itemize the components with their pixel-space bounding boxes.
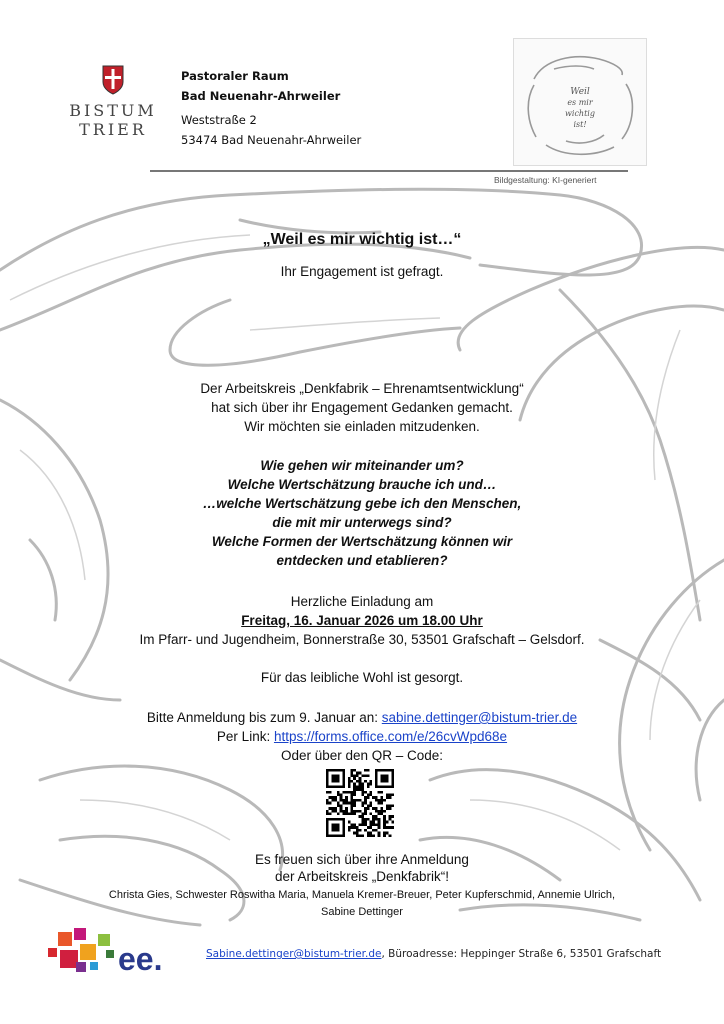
image-credit: Bildgestaltung: KI-generiert (494, 175, 597, 185)
logo-square (74, 928, 86, 940)
register-prefix: Bitte Anmeldung bis zum 9. Januar an: (146, 710, 382, 725)
qr-caption: Oder über den QR – Code: (280, 748, 444, 763)
footer-contact (206, 948, 661, 960)
names-line-2: Sabine Dettinger (321, 906, 403, 918)
city: 53474 Bad Neuenahr-Ahrweiler (181, 133, 362, 147)
food-note: Für das leibliche Wohl ist gesorgt. (260, 670, 464, 685)
header-hands-image (513, 38, 647, 166)
address-block (181, 66, 361, 150)
street: Weststraße 2 (181, 113, 257, 127)
page-title: „Weil es mir wichtig ist…“ (262, 231, 462, 248)
register-email-link[interactable]: sabine.dettinger@bistum-trier.de (381, 710, 578, 725)
org-line-1: Pastoraler Raum (181, 69, 289, 83)
register-link-line (0, 727, 724, 746)
questions-block (0, 456, 724, 570)
logo-square (60, 950, 78, 968)
logo-square (80, 944, 96, 960)
forms-link[interactable]: https://forms.office.com/e/26cvWpd68e (273, 729, 508, 744)
question-line: Wie gehen wir miteinander um? (260, 458, 464, 473)
thumb-text-1: Weil (570, 87, 590, 97)
organizers-names (0, 887, 724, 921)
header-divider (150, 170, 628, 172)
thumb-text-2: es mir (567, 98, 593, 107)
thumb-text-3: wichtig (565, 109, 595, 118)
logo-square (58, 932, 72, 946)
logo-square (90, 962, 98, 970)
logo-square (48, 948, 57, 957)
question-line: Welche Formen der Wertschätzung können wir (211, 534, 513, 549)
intro-paragraph (0, 379, 724, 436)
thumb-text-4: ist! (573, 120, 587, 129)
intro-line: Wir möchten sie einladen mitzudenken. (244, 419, 480, 434)
registration-block (0, 708, 724, 765)
footer-email-link[interactable]: Sabine.dettinger@bistum-trier.de (206, 948, 382, 960)
footer-address: , Büroadresse: Heppinger Straße 6, 53501 Grafschaft (381, 948, 662, 960)
question-line: Welche Wertschätzung brauche ich und… (227, 477, 497, 492)
logo-square (106, 950, 114, 958)
intro-line: Der Arbeitskreis „Denkfabrik – Ehrenamtsentwicklung“ (200, 381, 524, 396)
ee-logo (46, 922, 166, 974)
ee-logo-text: ee. (118, 941, 163, 974)
logo-square (98, 934, 110, 946)
invitation-block (0, 592, 724, 649)
event-place: Im Pfarr- und Jugendheim, Bonnerstraße 30, 53501 Grafschaft – Gelsdorf. (139, 632, 585, 647)
logo-square (76, 962, 86, 972)
subtitle: Ihr Engagement ist gefragt. (280, 264, 444, 279)
thanks-line-1: Es freuen sich über ihre Anmeldung (255, 852, 469, 867)
org-line-2: Bad Neuenahr-Ahrweiler (181, 89, 341, 103)
event-date: Freitag, 16. Januar 2026 um 18.00 Uhr (241, 613, 483, 628)
invite-line: Herzliche Einladung am (290, 594, 434, 609)
intro-line: hat sich über ihr Engagement Gedanken gemacht. (211, 400, 513, 415)
thanks-block (0, 851, 724, 885)
thanks-line-2: der Arbeitskreis „Denkfabrik“! (274, 869, 450, 884)
names-line-1: Christa Gies, Schwester Roswitha Maria, Manuela Kremer-Breuer, Peter Kupferschmid, Annemie Ulrich, (108, 889, 616, 901)
hands-circle-icon (514, 39, 646, 165)
link-prefix: Per Link: (216, 729, 274, 744)
register-email-line (0, 708, 724, 727)
logo-word-bistum: BISTUM (69, 101, 157, 120)
question-line: die mit mir unterwegs sind? (272, 515, 452, 530)
question-line: entdecken und etablieren? (276, 553, 448, 568)
question-line: …welche Wertschätzung gebe ich den Menschen, (202, 496, 522, 511)
crest-icon (68, 64, 158, 96)
bistum-trier-logo (68, 64, 158, 142)
qr-code[interactable] (326, 769, 394, 837)
logo-word-trier: TRIER (79, 120, 147, 139)
